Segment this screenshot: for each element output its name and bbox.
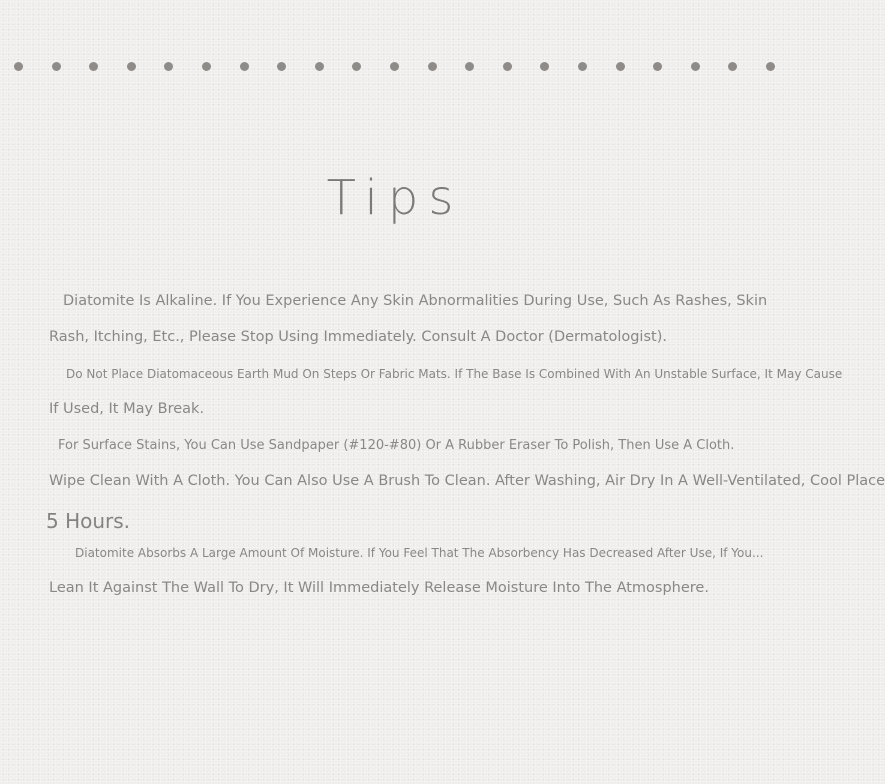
divider-dot [428,62,437,71]
divider-dot [277,62,286,71]
divider-dot [127,62,136,71]
divider-dot [315,62,324,71]
divider-dot [352,62,361,71]
divider-dot [540,62,549,71]
divider-dot [390,62,399,71]
divider-dot [728,62,737,71]
divider-dot [766,62,775,71]
tip-line-2: Rash, Itching, Etc., Please Stop Using Immediately. Consult A Doctor (Dermatologist). [49,329,667,345]
tip-line-5: For Surface Stains, You Can Use Sandpaper (#120-#80) Or A Rubber Eraser To Polish, Then Use A Cloth. [58,438,735,453]
divider-dot [240,62,249,71]
divider-dot [653,62,662,71]
divider-dot [465,62,474,71]
divider-dot [503,62,512,71]
divider-dot [164,62,173,71]
tip-line-7: 5 Hours. [46,509,131,533]
tip-line-8: Diatomite Absorbs A Large Amount Of Moisture. If You Feel That The Absorbency Has Decreased After Use, If You... [75,546,764,560]
page-title: Tips [326,170,464,226]
divider-dot [14,62,23,71]
tip-line-3: Do Not Place Diatomaceous Earth Mud On Steps Or Fabric Mats. If The Base Is Combined With An Unstable Surface, It May Cause [66,367,843,381]
divider-dot [89,62,98,71]
divider-dot [202,62,211,71]
divider-dot [52,62,61,71]
dotted-divider [0,62,790,72]
tip-line-9: Lean It Against The Wall To Dry, It Will Immediately Release Moisture Into The Atmosphere. [49,580,709,596]
divider-dot [578,62,587,71]
divider-dot [691,62,700,71]
divider-dot [616,62,625,71]
tip-line-1: Diatomite Is Alkaline. If You Experience Any Skin Abnormalities During Use, Such As Rashes, Skin [63,293,768,309]
tip-line-4: If Used, It May Break. [49,401,205,417]
tip-line-6: Wipe Clean With A Cloth. You Can Also Use A Brush To Clean. After Washing, Air Dry In A Well-Ventilated, Cool Place [49,473,885,489]
